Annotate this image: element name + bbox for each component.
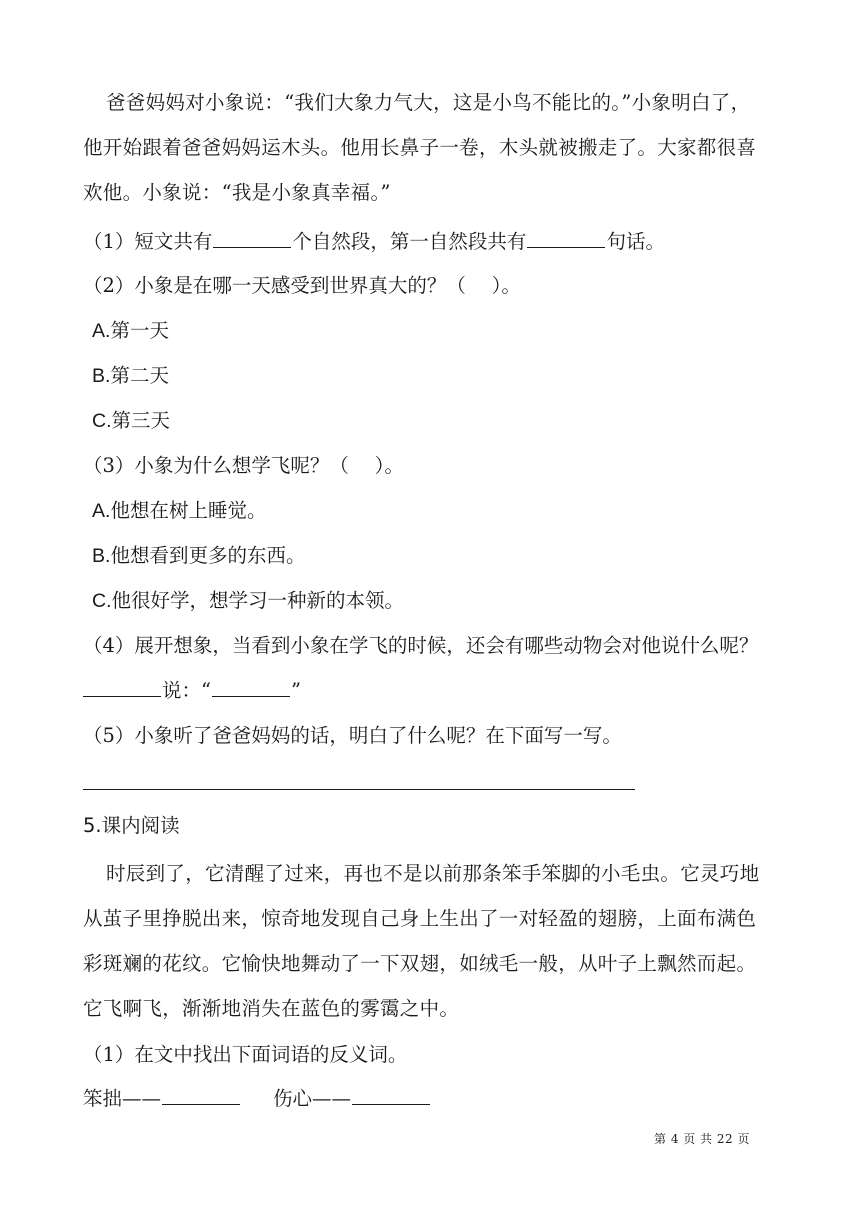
question-1 <box>83 228 665 256</box>
section-title: 5.课内阅读 <box>83 814 180 837</box>
question-1-text: 句话。 <box>606 230 665 253</box>
answer-blank[interactable] <box>527 229 605 248</box>
passage-1 <box>83 80 783 215</box>
question-2-stem: （2）小象是在哪一天感受到世界真大的？（ ）。 <box>83 274 521 297</box>
question-6-stem: （1）在文中找出下面词语的反义词。 <box>83 1043 408 1066</box>
answer-blank[interactable] <box>352 1086 430 1105</box>
passage-2-line: 时辰到了，它清醒了过来，再也不是以前那条笨手笨脚的小毛虫。它灵巧地 <box>106 862 760 885</box>
question-3-stem: （3）小象为什么想学飞呢？（ ）。 <box>83 454 404 477</box>
question-5-stem: （5）小象听了爸爸妈妈的话，明白了什么呢？在下面写一写。 <box>83 724 622 747</box>
answer-blank[interactable] <box>213 229 291 248</box>
answer-blank[interactable] <box>212 678 290 697</box>
question-1-text: 个自然段，第一自然段共有 <box>292 230 527 253</box>
passage-2-line: 从茧子里挣脱出来，惊奇地发现自己身上生出了一对轻盈的翅膀，上面布满色 <box>83 907 757 930</box>
antonym-row <box>83 1085 431 1113</box>
say-text: 说：“ <box>162 679 211 702</box>
option-b[interactable]: B.他想看到更多的东西。 <box>92 544 306 567</box>
option-c[interactable]: C.他很好学，想学习一种新的本领。 <box>92 589 405 612</box>
passage-1-line: 爸爸妈妈对小象说：“我们大象力气大，这是小鸟不能比的。”小象明白了， <box>106 91 751 114</box>
question-1-text: （1）短文共有 <box>83 230 213 253</box>
passage-1-line: 欢他。小象说：“我是小象真幸福。” <box>83 181 391 204</box>
answer-blank[interactable] <box>83 678 161 697</box>
passage-2-line: 彩斑斓的花纹。它愉快地舞动了一下双翅，如绒毛一般，从叶子上飘然而起。 <box>83 952 757 975</box>
question-4-answer <box>83 677 301 705</box>
page-footer: 第 4 页 共 22 页 <box>654 1132 750 1146</box>
passage-1-line: 他开始跟着爸爸妈妈运木头。他用长鼻子一卷，木头就被搬走了。大家都很喜 <box>83 136 757 159</box>
option-c[interactable]: C.第三天 <box>92 409 171 432</box>
antonym-word-2: 伤心—— <box>273 1087 352 1110</box>
option-b[interactable]: B.第二天 <box>92 364 169 387</box>
answer-blank[interactable] <box>162 1086 240 1105</box>
close-quote: ” <box>290 679 301 702</box>
passage-2 <box>83 851 783 1031</box>
option-a[interactable]: A.第一天 <box>92 319 169 342</box>
question-4-stem: （4）展开想象，当看到小象在学飞的时候，还会有哪些动物会对他说什么呢？ <box>83 634 759 657</box>
antonym-word-1: 笨拙—— <box>83 1087 162 1110</box>
answer-line[interactable] <box>83 789 635 790</box>
option-a[interactable]: A.他想在树上睡觉。 <box>92 499 267 522</box>
passage-2-line: 它飞啊飞，渐渐地消失在蓝色的雾霭之中。 <box>83 997 460 1020</box>
